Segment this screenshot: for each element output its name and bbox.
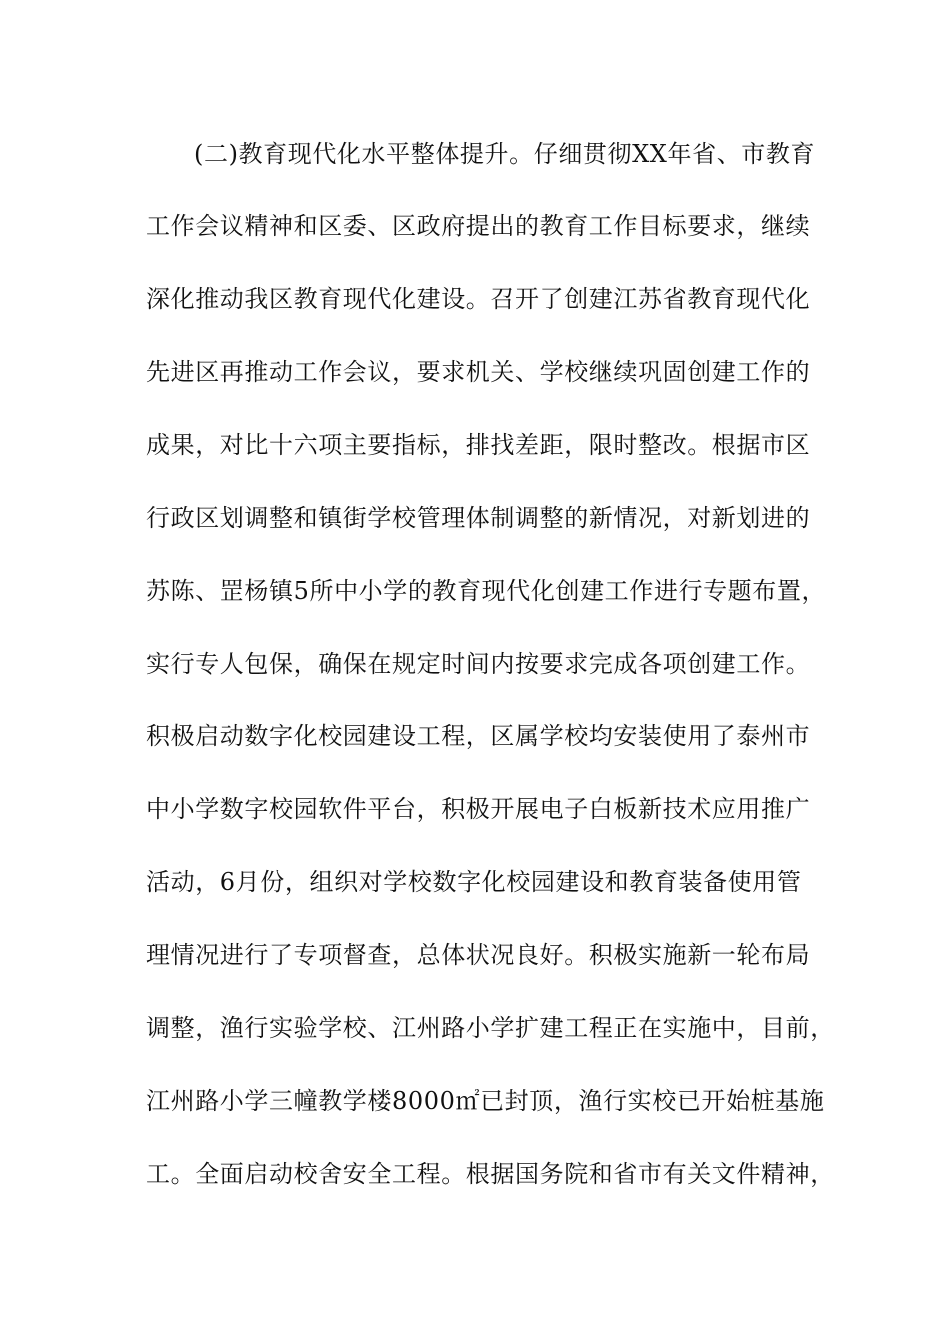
paragraph-line: 中小学数字校园软件平台，积极开展电子白板新技术应用推广 [146,795,811,823]
paragraph-line: 先进区再推动工作会议，要求机关、学校继续巩固创建工作的 [146,358,811,386]
paragraph-line: 江州路小学三幢教学楼8000㎡已封顶，渔行实校已开始桩基施 [146,1087,825,1115]
paragraph-line: 工。全面启动校舍安全工程。根据国务院和省市有关文件精神， [146,1160,835,1188]
paragraph-line: 苏陈、罡杨镇5所中小学的教育现代化创建工作进行专题布置， [146,577,827,605]
paragraph-line: 调整，渔行实验学校、江州路小学扩建工程正在实施中，目前， [146,1014,835,1042]
paragraph-line: (二)教育现代化水平整体提升。仔细贯彻XX年省、市教育 [194,140,816,168]
paragraph-line: 实行专人包保，确保在规定时间内按要求完成各项创建工作。 [146,650,811,678]
paragraph-line: 深化推动我区教育现代化建设。召开了创建江苏省教育现代化 [146,285,811,313]
paragraph-line: 成果，对比十六项主要指标，排找差距，限时整改。根据市区 [146,431,811,459]
paragraph-line: 活动，6月份，组织对学校数字化校园建设和教育装备使用管 [146,868,802,896]
paragraph-line: 积极启动数字化校园建设工程，区属学校均安装使用了泰州市 [146,722,811,750]
paragraph-line: 行政区划调整和镇街学校管理体制调整的新情况，对新划进的 [146,504,811,532]
paragraph-line: 工作会议精神和区委、区政府提出的教育工作目标要求，继续 [146,212,811,240]
paragraph-line: 理情况进行了专项督查，总体状况良好。积极实施新一轮布局 [146,941,811,969]
